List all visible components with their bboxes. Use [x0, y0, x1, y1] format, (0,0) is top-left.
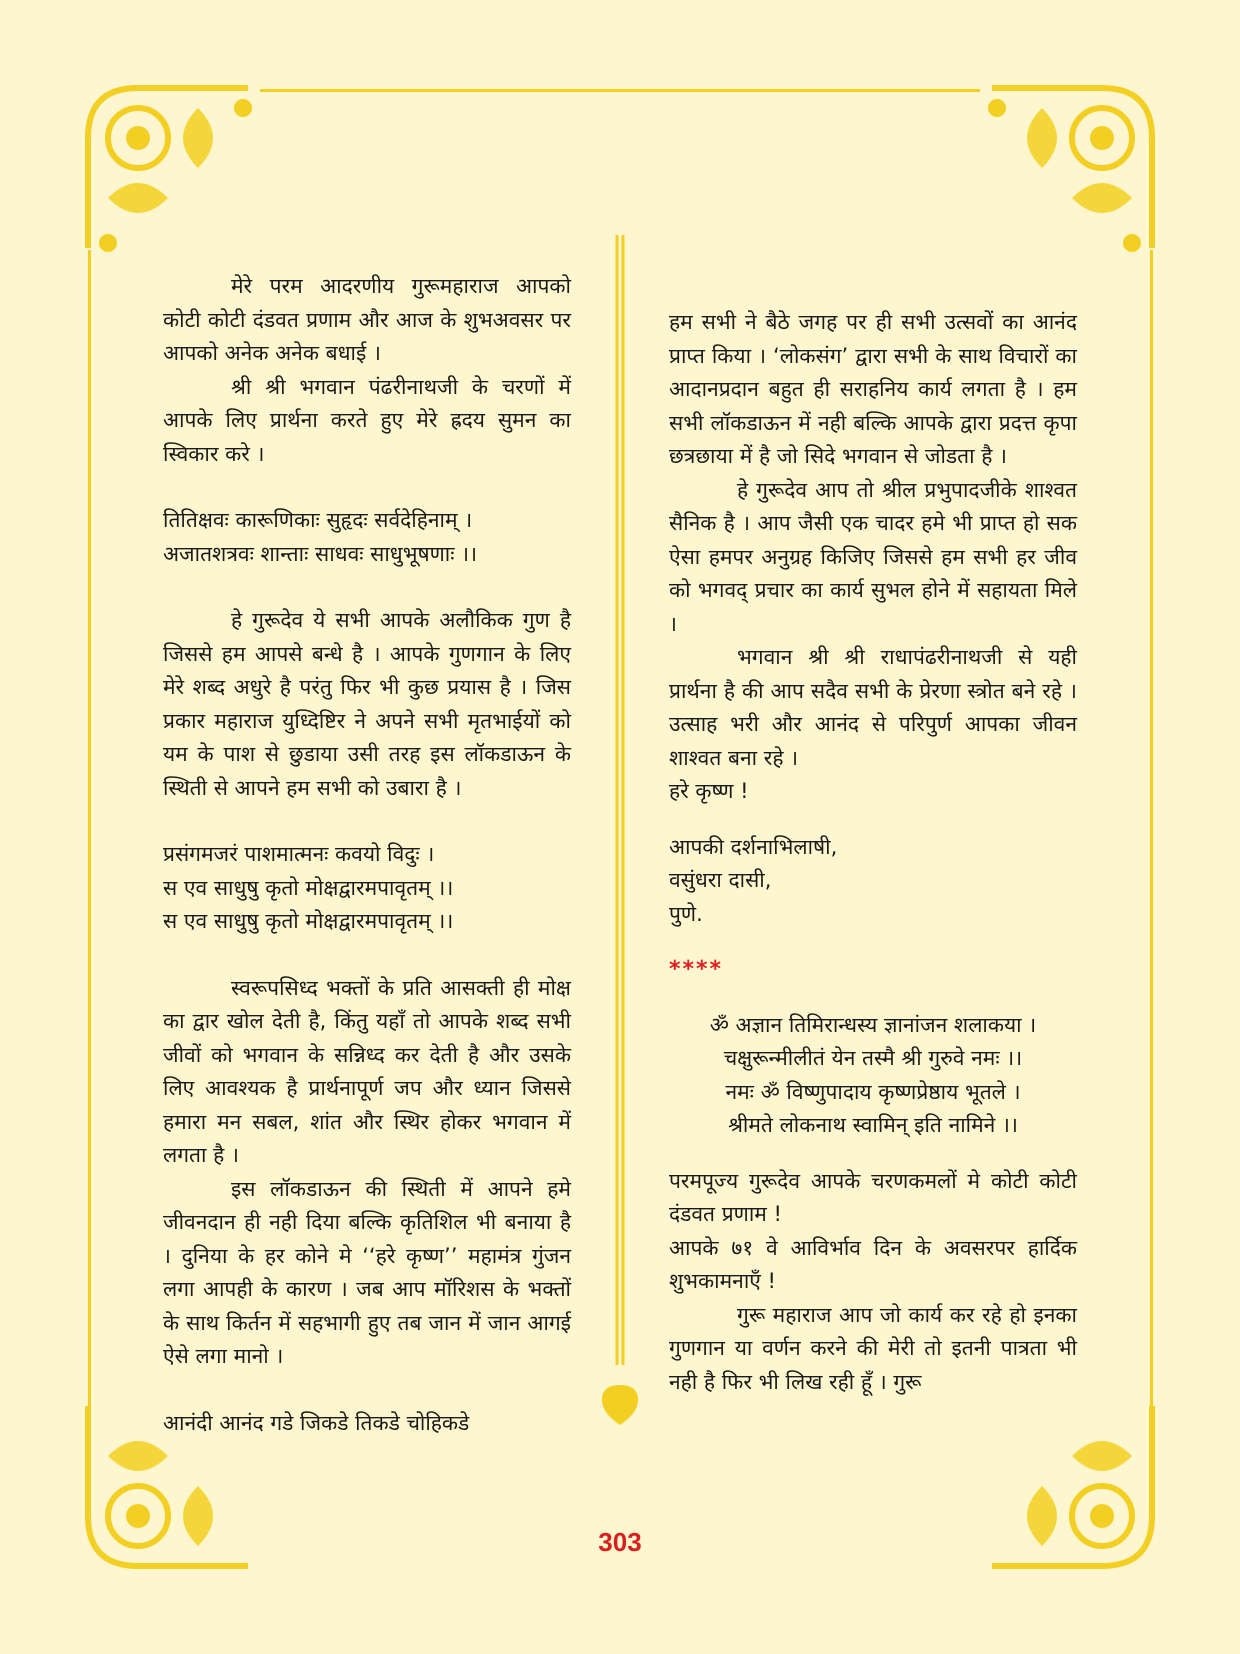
- paragraph: आनंदी आनंद गडे जिकडे तिकडे चोहिकडे: [163, 1410, 470, 1435]
- signature-line: वसुंधरा दासी,: [669, 868, 772, 892]
- bottom-right-ornament-icon: [982, 1396, 1162, 1576]
- verse-line: चक्षुरून्मीलीतं येन तस्मै श्री गुरुवे नमः ।।: [723, 1046, 1023, 1070]
- paragraph: भगवान श्री श्री राधापंढरीनाथजी से यही प्रार्थना है की आप सदैव सभी के प्रेरणा स्त्रोत बने रहे । उत्साह भरी और आनंद से परिपुर्ण आपका जीवन शाश्वत बना रहे ।: [669, 645, 1077, 770]
- paragraph: हे गुरूदेव आप तो श्रील प्रभुपादजीके शाश्वत सैनिक है । आप जैसी एक चादर हमे भी प्राप्त हो सक ऐसा हमपर अनुग्रह किजिए जिससे हम सभी हर जीव को भगवद् प्रचार का कार्य सुभल होने में सहायता मिले ।: [669, 477, 1077, 636]
- verse-line: स एव साधुषु कृतो मोक्षद्वारमपावृतम् ।।: [163, 909, 454, 933]
- paragraph: हम सभी ने बैठे जगह पर ही सभी उत्सवों का आनंद प्राप्त किया । ‘लोकसंग’ द्वारा सभी के साथ विचारों का आदानप्रदान बहुत ही सराहनिय कार्य लगता है । हम सभी लॉकडाऊन में नही बल्कि आपके द्वारा प्रदत्त कृपा छत्रछाया में है जो सिदे भगवान से जोडता है ।: [669, 310, 1077, 468]
- paragraph: स्वरूपसिध्द भक्तों के प्रति आसक्ती ही मोक्ष का द्वार खोल देती है, किंतु यहाँ तो आपके शब्द सभी जीवों को भगवान के सन्निध्द कर देती है और उसके लिए आवश्यक है प्रार्थनापूर्ण जप और ध्यान जिससे हमारा मन सबल, शांत और स्थिर होकर भगवान में लगता है ।: [163, 975, 571, 1167]
- paragraph: गुरू महाराज आप जो कार्य कर रहे हो इनका गुणगान या वर्णन करने की मेरी तो इतनी पात्रता भी नही है फिर भी लिख रही हूँ । गुरू: [669, 1302, 1077, 1394]
- separator-stars: ****: [669, 957, 724, 982]
- signature-line: पुणे.: [669, 901, 703, 926]
- paragraph: इस लॉकडाऊन की स्थिती में आपने हमे जीवनदान ही नही दिया बल्कि कृतिशिल भी बनाया है । दुनिया के हर कोने मे ‘‘हरे कृष्ण’’ महामंत्र गुंजन लगा आपही के कारण । जब आप मॉरिशस के भक्तों के साथ किर्तन में सहभागी हुए तब जान में जान आगई ऐसे लगा मानो ।: [163, 1176, 571, 1368]
- left-border-line: [88, 250, 91, 1430]
- left-column: [163, 270, 571, 1440]
- verse-line: नमः ॐ विष्णुपादाय कृष्णप्रेष्ठाय भूतले ।: [725, 1079, 1021, 1104]
- paragraph: मेरे परम आदरणीय गुरूमहाराज आपको कोटी कोटी दंडवत प्रणाम और आज के शुभअवसर पर आपको अनेक अनेक बधाई ।: [163, 274, 571, 365]
- paragraph: आपके ७१ वे आविर्भाव दिन के अवसरपर हार्दिक शुभकामनाएँ !: [669, 1235, 1077, 1293]
- verse-line: स एव साधुषु कृतो मोक्षद्वारमपावृतम् ।।: [163, 875, 454, 900]
- top-border-line: [260, 89, 980, 92]
- verse-line: ॐ अज्ञान तिमिरान्धस्य ज्ञानांजन शलाकया ।: [709, 1012, 1037, 1037]
- top-left-ornament-icon: [78, 78, 258, 258]
- verse-line: तितिक्षवः कारूणिकाः सुहृदः सर्वदेहिनाम् ।: [163, 508, 473, 532]
- verse-line: प्रसंगमजरं पाशमात्मनः कवयो विदुः ।: [163, 842, 435, 866]
- closing-line: हरे कृष्ण !: [669, 779, 749, 803]
- right-border-line: [1150, 250, 1153, 1430]
- paragraph: श्री श्री भगवान पंढरीनाथजी के चरणों में आपके लिए प्रार्थना करते हुए मेरे ह्रदय सुमन का स्विकार करे ।: [163, 374, 571, 466]
- paragraph: हे गुरूदेव ये सभी आपके अलौकिक गुण है जिससे हम आपसे बन्धे है । आपके गुणगान के लिए मेरे शब्द अधुरे है परंतु फिर भी कुछ प्रयास है । जिस प्रकार महाराज युध्दिष्टिर ने अपने सभी मृतभाईयों को यम के पाश से छुडाया उसी तरह इस लॉकडाऊन के स्थिती से आपने हम सभी को उबारा है ।: [163, 608, 571, 800]
- verse-line: श्रीमते लोकनाथ स्वामिन् इति नामिने ।।: [728, 1113, 1018, 1137]
- top-right-ornament-icon: [982, 78, 1162, 258]
- page-number: 303: [598, 1527, 642, 1557]
- signature-line: आपकी दर्शनाभिलाषी,: [669, 834, 838, 859]
- right-column: [669, 306, 1077, 1399]
- paragraph: परमपूज्य गुरूदेव आपके चरणकमलों मे कोटी कोटी दंडवत प्रणाम !: [669, 1168, 1077, 1226]
- column-divider-icon: [600, 235, 640, 1425]
- verse-line: अजातशत्रवः शान्ताः साधवः साधुभूषणाः ।।: [163, 541, 478, 566]
